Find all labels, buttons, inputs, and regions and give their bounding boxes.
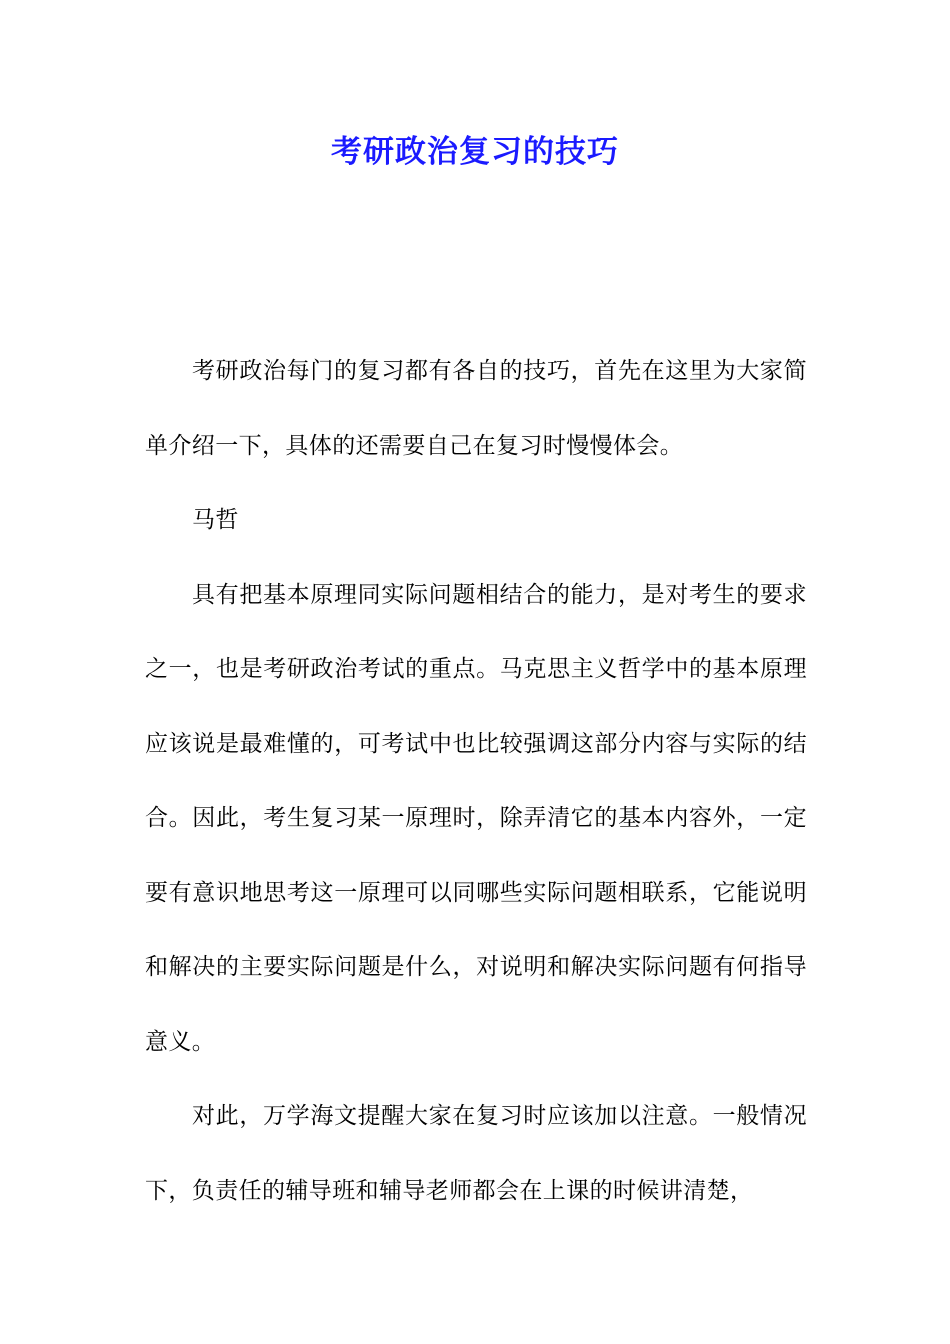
document-body — [145, 334, 807, 1228]
paragraph-intro: 考研政治每门的复习都有各自的技巧，首先在这里为大家简单介绍一下，具体的还需要自己在复习时慢慢体会。 — [145, 358, 807, 459]
paragraph-advice: 对此，万学海文提醒大家在复习时应该加以注意。一般情况下，负责任的辅导班和辅导老师都会在上课的时候讲清楚， — [145, 1103, 807, 1204]
paragraph-principles: 具有把基本原理同实际问题相结合的能力，是对考生的要求之一，也是考研政治考试的重点。马克思主义哲学中的基本原理应该说是最难懂的，可考试中也比较强调这部分内容与实际的结合。因此，考生复习某一原理时，除弄清它的基本内容外，一定要有意识地思考这一原理可以同哪些实际问题相联系，它能说明和解决的主要实际问题是什么，对说明和解决实际问题有何指导意义。 — [145, 581, 807, 1055]
section-heading-mazhe: 马哲 — [192, 507, 239, 533]
document-title: 考研政治复习的技巧 — [331, 134, 619, 170]
